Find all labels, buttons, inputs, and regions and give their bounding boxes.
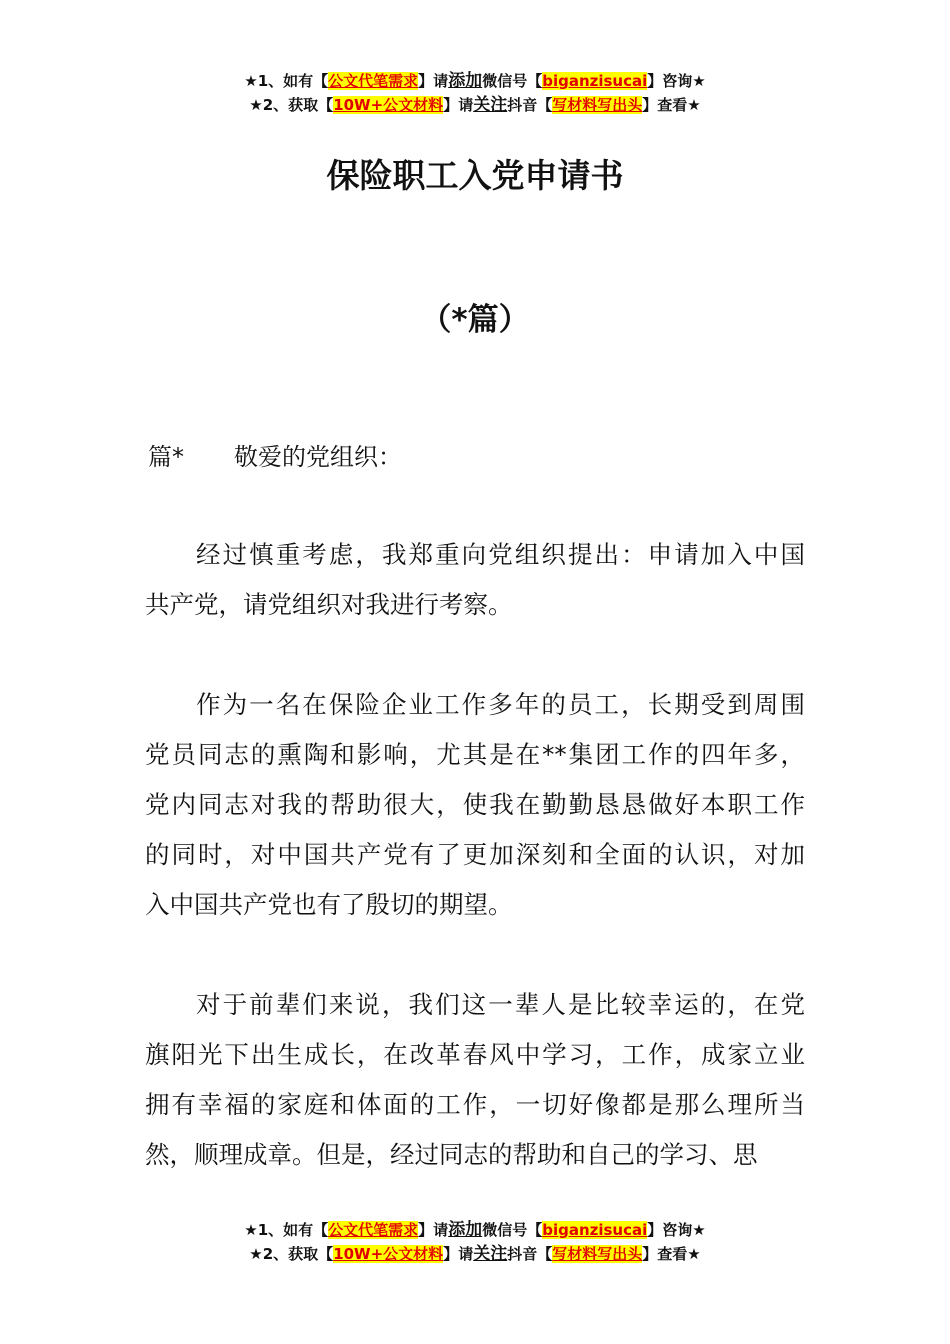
promo-line-2 xyxy=(0,93,950,117)
highlight: 公文代笔需求 xyxy=(328,1221,419,1239)
paragraph-line: 作为一名在保险企业工作多年的员工，长期受到周围 xyxy=(196,690,805,719)
greeting xyxy=(148,437,402,472)
promo-line-1 xyxy=(0,1218,950,1242)
wechat-id: biganzisucai xyxy=(542,1221,648,1239)
highlight: 10W+公文材料 xyxy=(333,96,444,114)
text: 】咨询★ xyxy=(647,1221,706,1239)
text: 】查看★ xyxy=(642,96,701,114)
underlined-text: 添加 xyxy=(448,71,483,91)
text: 】请 xyxy=(418,72,449,90)
paragraph-line: 经过慎重考虑，我郑重向党组织提出：申请加入中国 xyxy=(196,540,805,569)
paragraph xyxy=(145,680,805,930)
paragraph xyxy=(145,530,805,630)
text: 抖音【 xyxy=(507,1245,553,1263)
paragraph-line: 的同时，对中国共产党有了更加深刻和全面的认识，对加 xyxy=(145,840,805,869)
underlined-text: 关注 xyxy=(473,1244,508,1264)
text: ★1、如有【 xyxy=(244,1221,329,1239)
document-subtitle: （*篇） xyxy=(420,302,530,338)
wechat-id: biganzisucai xyxy=(542,72,648,90)
paragraph xyxy=(145,980,805,1180)
highlight: 公文代笔需求 xyxy=(328,72,419,90)
douyin-account: 写材料写出头 xyxy=(552,1245,643,1263)
highlight: 10W+公文材料 xyxy=(333,1245,444,1263)
text: ★2、获取【 xyxy=(249,96,334,114)
promo-line-1 xyxy=(0,69,950,93)
paragraph-line: 党内同志对我的帮助很大，使我在勤勤恳恳做好本职工作 xyxy=(145,790,805,819)
salutation: 敬爱的党组织： xyxy=(234,443,402,471)
document-title: 保险职工入党申请书 xyxy=(326,156,624,195)
douyin-account: 写材料写出头 xyxy=(552,96,643,114)
paragraph-line: 共产党，请党组织对我进行考察。 xyxy=(145,590,513,619)
underlined-text: 添加 xyxy=(448,1220,483,1240)
text: 抖音【 xyxy=(507,96,553,114)
section-mark: 篇* xyxy=(148,443,184,471)
text: 】咨询★ xyxy=(647,72,706,90)
paragraph-line: 拥有幸福的家庭和体面的工作，一切好像都是那么理所当 xyxy=(145,1090,805,1119)
promo-line-2 xyxy=(0,1242,950,1266)
text: 】查看★ xyxy=(642,1245,701,1263)
paragraph-line: 对于前辈们来说，我们这一辈人是比较幸运的，在党 xyxy=(196,990,805,1019)
paragraph-line: 旗阳光下出生成长，在改革春风中学习，工作，成家立业 xyxy=(145,1040,805,1069)
paragraph-line: 党员同志的熏陶和影响，尤其是在**集团工作的四年多， xyxy=(145,740,805,769)
text: 】请 xyxy=(443,1245,474,1263)
text: 】请 xyxy=(443,96,474,114)
promo-header xyxy=(0,69,950,117)
promo-footer xyxy=(0,1218,950,1266)
document-body xyxy=(145,530,805,1230)
underlined-text: 关注 xyxy=(473,95,508,115)
text: ★2、获取【 xyxy=(249,1245,334,1263)
text: 微信号【 xyxy=(482,72,543,90)
paragraph-line: 入中国共产党也有了殷切的期望。 xyxy=(145,890,513,919)
text: 微信号【 xyxy=(482,1221,543,1239)
paragraph-line: 然，顺理成章。但是，经过同志的帮助和自己的学习、思 xyxy=(145,1140,758,1169)
text: 】请 xyxy=(418,1221,449,1239)
text: ★1、如有【 xyxy=(244,72,329,90)
